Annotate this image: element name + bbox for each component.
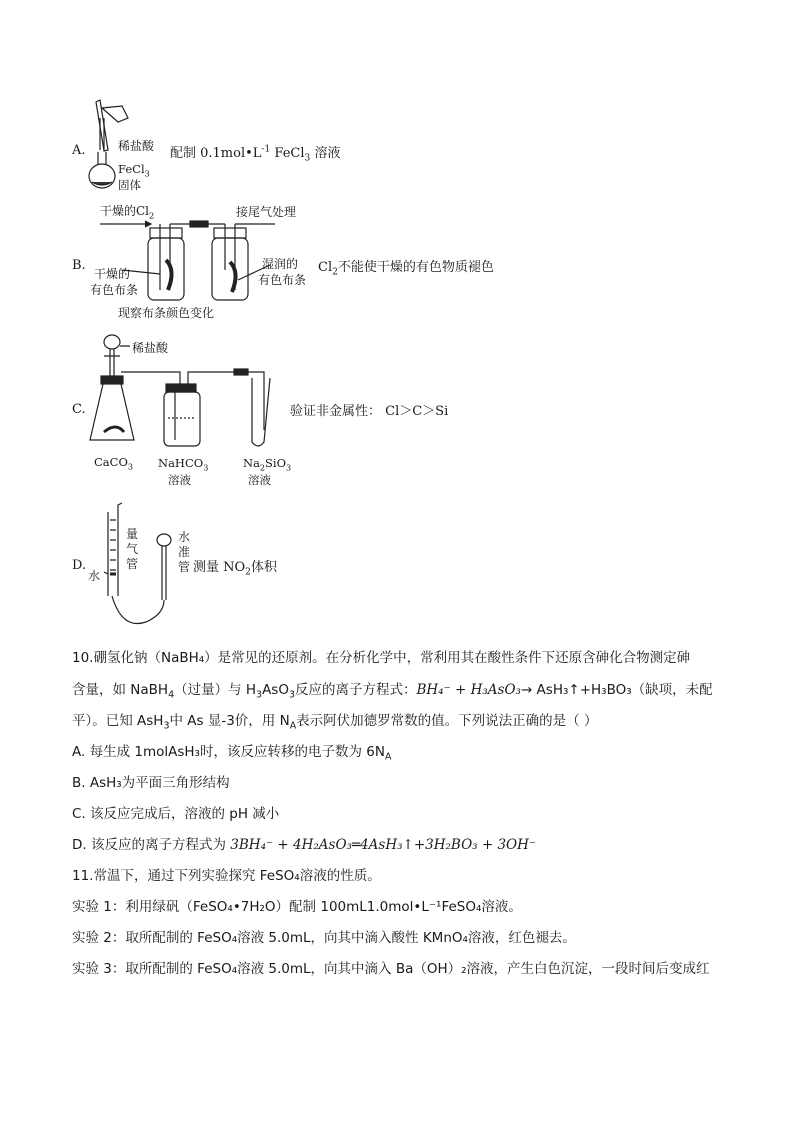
q11-experiment-1: 实验 1：利用绿矾（FeSO₄•7H₂O）配制 100mL1.0mol•L⁻¹FeSO₄溶液。 [72,899,522,915]
q11-line-1: 11.常温下，通过下列实验探究 FeSO₄溶液的性质。 [72,868,381,884]
label-level-tube: 水 准 管 [178,530,191,574]
apparatus-diagram-c [90,335,270,446]
label-dry-cl2: 干燥的$Cl_2$ [100,204,155,221]
label-gas-burette: 量 气 管 [126,527,139,571]
option-c-text: 验证非金属性： Cl＞C＞Si [290,404,449,419]
q10-line-2: 含量，如 NaBH$_4$（过量）与 $H_3AsO_3$反应的离子方程式：BH₄⁻ + H₃AsO₃→ AsH₃↑+H₃BO₃（缺项，未配 [72,682,713,701]
label-solution-2: 溶液 [248,473,271,487]
label-tail-gas: 接尾气处理 [236,205,297,219]
q10-option-b: B. AsH₃为平面三角形结构 [72,775,230,791]
label-dilute-hcl-a: 稀盐酸 [118,139,155,153]
option-b-text: $Cl_2$不能使干燥的有色物质褪色 [318,260,494,278]
label-wet-cloth-2: 有色布条 [258,273,307,287]
label-wet-cloth-1: 湿润的 [262,257,299,271]
q10-line-3: 平）。已知 AsH$_3$中 As 显-3价，用 $N_A$表示阿伏加德罗常数的值。下列说法正确的是（ ） [72,713,598,732]
label-solution-1: 溶液 [168,473,191,487]
q10-line-1: 10.硼氢化钠（NaBH₄）是常见的还原剂。在分析化学中，常利用其在酸性条件下还原含砷化合物测定砷 [72,650,691,666]
q10-option-c: C. 该反应完成后，溶液的 pH 减小 [72,806,280,822]
q10-option-d: D. 该反应的离子方程式为 3BH₄⁻ + 4H₂AsO₃═4AsH₃↑+3H₂BO₃ + 3OH⁻ [72,837,537,853]
option-d-text: 测量 $NO_2$体积 [193,560,277,578]
q11-experiment-3: 实验 3：取所配制的 FeSO₄溶液 5.0mL，向其中滴入 Ba（OH）₂溶液，产生白色沉淀，一段时间后变成红 [72,961,710,977]
label-dry-cloth-1: 干燥的 [94,267,131,281]
option-letter-b: B. [72,258,86,273]
label-fecl3: FeCl$_3$ [118,162,150,179]
label-water: 水 [88,569,101,583]
option-letter-a: A. [72,143,86,158]
label-solid: 固体 [118,178,141,192]
option-letter-c: C. [72,402,86,417]
label-observe: 现察布条颜色变化 [118,306,215,320]
q11-experiment-2: 实验 2：取所配制的 FeSO₄溶液 5.0mL，向其中滴入酸性 KMnO₄溶液，红色褪去。 [72,930,576,946]
option-letter-d: D. [72,558,87,573]
label-dilute-hcl-c: 稀盐酸 [132,341,169,355]
label-caco3: CaCO$_3$ [94,455,134,472]
label-na2sio3: $Na_2SiO_3$ [243,456,292,473]
label-nahco3: NaHCO$_3$ [158,456,209,473]
option-a-text: 配制 $0.1mol•L^{-1}$ FeCl$_3$ 溶液 [170,144,341,164]
q10-option-a: A. 每生成 1molAsH₃时，该反应转移的电子数为 $6N_A$ [72,744,392,763]
label-dry-cloth-2: 有色布条 [90,283,139,297]
